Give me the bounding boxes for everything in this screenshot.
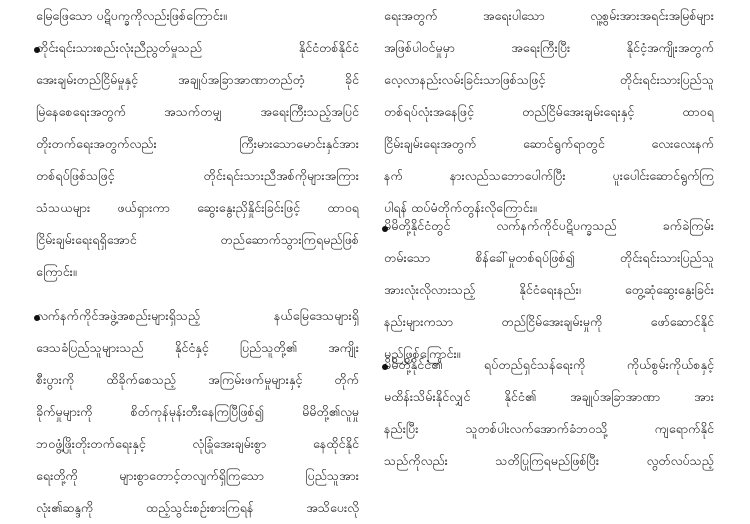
paragraph-line: နည်းများကသာ တည်ငြိမ်အေးချမ်းမှုကို ဖော်ဆောင်နိုင် [384,314,714,329]
paragraph-line: အားလုံးလိုလားသည့် နိုင်ငံရေးနည်း၊ တွေ့ဆုံဆွေးနွေးခြင်း [384,282,714,297]
paragraph-line: လက်နက်ကိုင်အဖွဲ့အစည်းများရှိသည့် နယ်မြေဒေသများရှိ [36,308,359,323]
paragraph-line: ဒေသခံပြည်သူများသည် နိုင်ငံနှင့် ပြည်သူတို့၏ အကျိုး [36,340,359,355]
paragraph-line: တစ်ရပ်ဖြစ်သဖြင့် တိုင်းရင်းသားညီအစ်ကိုများအကြား [36,168,359,183]
paragraph-line: တိုင်းရင်းသားစည်းလုံးညီညွတ်မှုသည် နိုင်ငံတစ်နိုင်ငံ [36,40,359,55]
paragraph-line: မည်ဖြစ်ကြောင်း။ [384,346,461,361]
paragraph-line: ငြိမ်းချမ်းရေးအတွက် ဆောင်ရွက်ရာတွင် လေးလေးနက် [384,136,714,151]
paragraph-line: လေ့လာနည်းလမ်းခြင်းသာဖြစ်သဖြင့် တိုင်းရင်းသားပြည်သူ [384,72,714,87]
left-paragraph-1 [36,32,359,288]
paragraph-line: ကြောင်း။ [36,264,77,279]
paragraph-line: ပါရန် ထပ်မံတိုက်တွန်းလိုကြောင်း။ [384,200,537,215]
paragraph-line: အဖြစ်ပါဝင်မှုမှာ အရေးကြီးပြီး နိုင်ငံ့အကျိုးအတွက် [384,40,714,55]
paragraph-line: နည်းပြီး သူတစ်ပါးလက်အောက်ခံဘဝသို့ ကျရောက်နိုင် [384,421,714,436]
paragraph-line: မိမိတို့နိုင်ငံ၏ ရပ်တည်ရှင်သန်ရေးကို ကိုယ်စွမ်းကိုယ်စနှင့် [384,357,714,372]
paragraph-line: ရေးတို့ကို များစွာတောင့်တလျက်ရှိကြသော ပြည်သူအား [36,468,359,483]
right-lead-paragraph [384,0,714,224]
paragraph-line: အေးချမ်းတည်ငြိမ်မှုနှင့် အချုပ်အခြာအာဏာတည်တံ့ ခိုင် [36,72,359,87]
paragraph-line: သံသယများ ဖယ်ရှားကာ ဆွေးနွေးညှိနှိုင်းခြင်းဖြင့် ထာဝရ [36,200,359,215]
paragraph-line: တစ်ရပ်လုံးအနေဖြင့် တည်ငြိမ်အေးချမ်းရေးနှင့် ထာဝရ [384,104,714,119]
right-paragraph-2 [384,349,714,477]
paragraph-line: တိုးတက်ရေးအတွက်လည်း ကြီးမားသောမောင်းနှင်အား [36,136,359,151]
paragraph-line: တမ်းသော စိန်ခေါ်မှုတစ်ရပ်ဖြစ်၍ တိုင်းရင်းသားပြည်သူ [384,250,714,265]
paragraph-line: မထိန်းသိမ်းနိုင်လျှင် နိုင်ငံ၏ အချုပ်အခြာအာဏာ အား [384,389,714,404]
left-lead-line: မြေဖြေသော ပဋိပက္ခကိုလည်းဖြစ်ကြောင်း။ [36,8,227,23]
paragraph-line: စီးပွားကို ထိခိုက်စေသည့် အကြမ်းဖက်မှုများနှင့် တိုက် [36,372,359,387]
paragraph-line: ဘဝဖွံ့ဖြိုးတိုးတက်ရေးနှင့် လုံခြုံအေးချမ်းစွာ နေထိုင်နိုင် [36,436,359,451]
paragraph-line: သည်ကိုလည်း သတိပြုကြရမည်ဖြစ်ပြီး လွတ်လပ်သည့် [384,453,714,468]
paragraph-line: မြဲနေစေရေးအတွက် အသက်တမျှ အရေးကြီးသည့်အပြင် [36,104,359,119]
paragraph-line: မိမိတို့နိုင်ငံတွင် လက်နက်ကိုင်ပဋိပက္ခသည် ခက်ခဲကြမ်း [384,218,714,233]
left-paragraph-2 [36,300,359,524]
paragraph-line: ရေးအတွက် အရေးပါသော လူ့စွမ်းအားအရင်းအမြစ်များ [384,8,714,23]
paragraph-line: လုံး၏ဆန္ဒကို ထည့်သွင်းစဉ်းစားကြရန် အသိပေးလို [36,500,359,515]
paragraph-line: နက် နားလည်သဘောပေါက်ပြီး ပူးပေါင်းဆောင်ရွက်ကြ [384,168,714,183]
right-paragraph-1 [384,210,714,370]
paragraph-line: ငြိမ်းချမ်းရေးရရှိအောင် တည်ဆောက်သွားကြရမည်ဖြစ် [36,232,359,247]
paragraph-line: ခိုက်မှုများကို စိတ်ကုန်မုန်းတီးနေကြပြီဖြစ်၍ မိမိတို့၏လူမှု [36,404,359,419]
